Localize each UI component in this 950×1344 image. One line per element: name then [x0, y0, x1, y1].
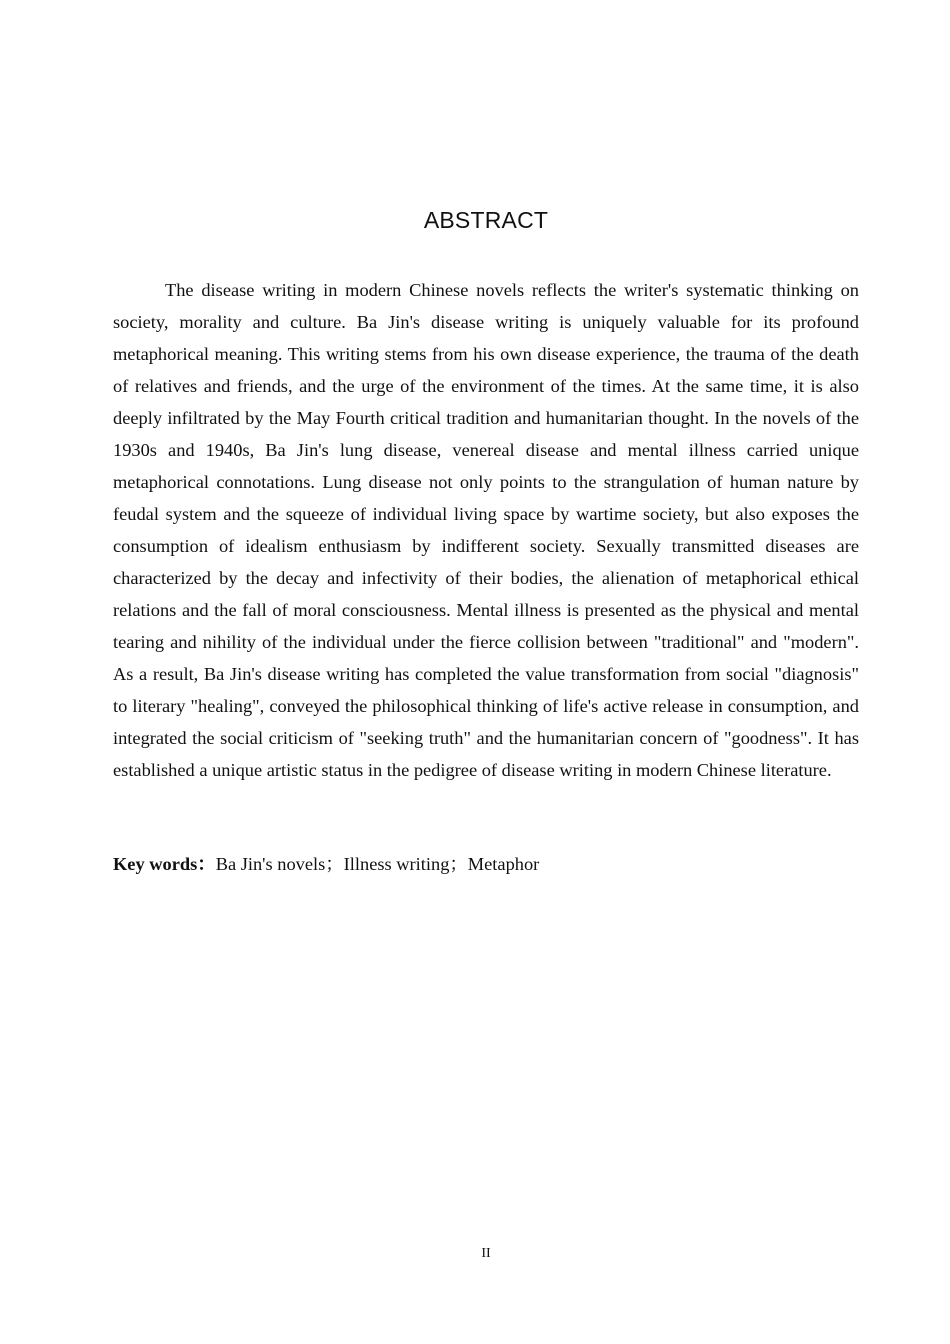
keyword-item: Metaphor: [467, 854, 540, 874]
keyword-item: Ba Jin's novels；: [215, 854, 344, 874]
keywords-line: [113, 848, 859, 880]
keywords-label: Key words：: [113, 854, 216, 874]
keyword-item: Illness writing；: [343, 854, 468, 874]
page-number: II: [481, 1246, 491, 1261]
abstract-title: ABSTRACT: [423, 207, 549, 233]
abstract-paragraph: The disease writing in modern Chinese novels reflects the writer's systematic thinking on society, morality and culture. Ba Jin's disease writing is uniquely valuable for its profound metaphorical meaning. This writing stems from his own disease experience, the trauma of the death of relatives and friends, and the urge of the environment of the times. At the same time, it is also deeply infiltrated by the May Fourth critical tradition and humanitarian thought. In the novels of the 1930s and 1940s, Ba Jin's lung disease, venereal disease and mental illness carried unique metaphorical connotations. Lung disease not only points to the strangulation of human nature by feudal system and the squeeze of individual living space by wartime society, but also exposes the consumption of idealism enthusiasm by indifferent society. Sexually transmitted diseases are characterized by the decay and infectivity of their bodies, the alienation of metaphorical ethical relations and the fall of moral consciousness. Mental illness is presented as the physical and mental tearing and nihility of the individual under the fierce collision between "traditional" and "modern". As a result, Ba Jin's disease writing has completed the value transformation from social "diagnosis" to literary "healing", conveyed the philosophical thinking of life's active release in consumption, and integrated the social criticism of "seeking truth" and the humanitarian concern of "goodness". It has established a unique artistic status in the pedigree of disease writing in modern Chinese literature.: [113, 280, 859, 780]
